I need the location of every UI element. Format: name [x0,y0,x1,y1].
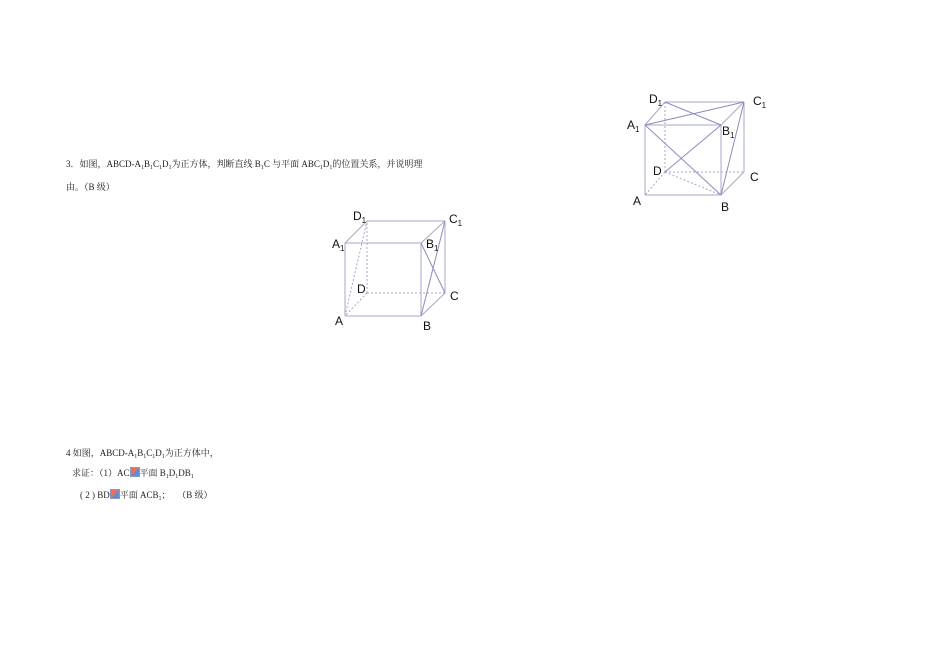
subscript: 1 [134,454,138,460]
text-segment: ( 2 ) BD [80,490,110,500]
text-segment: 的位置关系，并说明理 [332,159,423,169]
subscript: 1 [165,474,169,480]
vertex-label-D: D [653,164,662,178]
subscript: 1 [159,165,163,171]
vertex-label-B: B [721,200,730,214]
vertex-label-A: A [335,314,344,328]
text-segment: C 与平面 ABC [263,159,320,169]
text-segment: DB [178,468,191,478]
subscript: 1 [143,454,147,460]
hidden-edge-D-A [345,293,367,316]
subscript: 1 [158,496,162,502]
vertex-label-C: C [450,289,459,303]
vertex-label-C: C [750,170,759,184]
vertex-label-D1: $D_1$ [649,92,663,108]
vertex-label-D1: $D_1$ [353,209,367,225]
edge-C-B [721,172,744,195]
subscript: 1 [152,454,156,460]
text-segment: B [137,448,144,458]
vertex-label-B: B [423,319,432,333]
text-segment: 平面 ACB [119,490,159,500]
text-segment: ； （B 级） [161,490,213,500]
vertex-label-C1: $C_1$ [753,94,767,110]
text-segment: D [162,159,169,169]
text-segment: B [144,159,151,169]
text-segment: C [146,448,153,458]
text-segment: 为正方体，判断直线 B [171,159,261,169]
diagonal-D-B [665,172,721,195]
subscript: 1 [260,165,264,171]
broken-image-icon [130,467,140,477]
diagonal-A-D1 [345,221,367,316]
cube-diagram-top-right [620,85,780,220]
subscript: 1 [329,165,333,171]
text-segment: 3．如图，ABCD-A [66,159,142,169]
problem-4-line-2 [72,467,194,483]
diagonal-C1-B [421,221,445,316]
problem-4-line-3 [80,489,213,505]
subscript: 1 [190,474,194,480]
broken-image-icon [110,489,120,499]
subscript: 1 [319,165,323,171]
text-segment: C [153,159,160,169]
subscript: 1 [175,474,179,480]
text-segment: 求证：（1）AC [72,468,130,478]
subscript: 1 [150,165,154,171]
text-segment: 为正方体中， [164,448,219,458]
subscript: 1 [141,165,145,171]
diagonal-A1-B [645,125,721,195]
vertex-label-B1: $B_1$ [722,124,735,140]
vertex-label-A: A [633,194,642,208]
vertex-label-B1: $B_1$ [426,237,439,253]
problem-3-line-1 [66,158,422,174]
text-segment: D [155,448,162,458]
subscript: 1 [168,165,172,171]
diagonal-C1-B [721,102,744,195]
vertex-label-A1: $A_1$ [627,118,640,134]
text-segment: 4 如图，ABCD-A [66,448,135,458]
diagonal-B1-D [665,125,721,172]
text-segment: D [168,468,176,478]
edge-C1-B1 [721,102,744,125]
text-segment: D [322,159,330,169]
cube-diagram-problem-3 [320,205,470,335]
edge-C-B [421,293,445,316]
problem-4-line-1 [66,447,219,463]
vertex-label-C1: $C_1$ [449,212,463,228]
text-segment: 平面 B [139,468,166,478]
vertex-label-A1: $A_1$ [332,237,345,253]
vertex-label-D: D [357,282,366,296]
subscript: 1 [161,454,165,460]
problem-3-line-2: 由。（B 级） [66,182,115,192]
